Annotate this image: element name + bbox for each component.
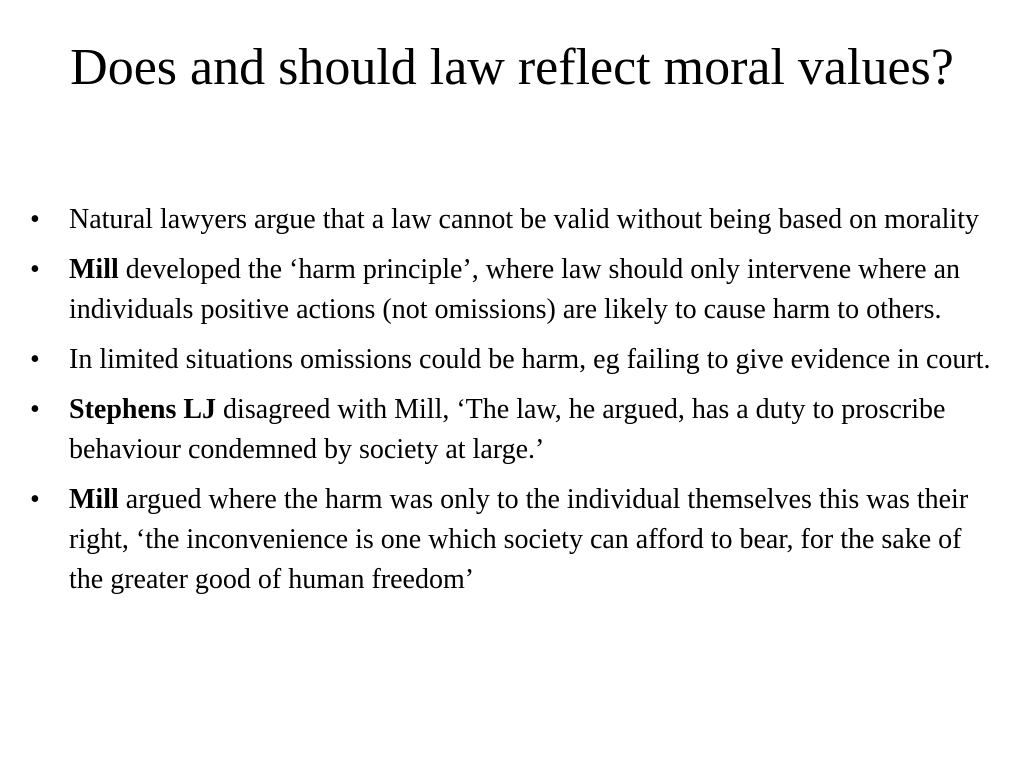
bullet-marker: •: [30, 254, 40, 285]
bullet-list: [30, 200, 996, 610]
bullet-lead: Stephens LJ: [69, 394, 217, 425]
bullet-item-2: [30, 250, 996, 330]
slide-title: Does and should law reflect moral values?: [70, 39, 954, 96]
bullet-marker: •: [30, 484, 40, 515]
bullet-body: argued where the harm was only to the individual themselves this was their right, ‘the inconvenience is one which society can afford to bear, for the sake of the greater good of human freedom’: [69, 484, 969, 595]
bullet-text: [69, 340, 996, 380]
bullet-body: Natural lawyers argue that a law cannot be valid without being based on morality: [69, 204, 979, 235]
bullet-text: [69, 390, 996, 470]
bullet-marker: •: [30, 204, 40, 235]
bullet-body: developed the ‘harm principle’, where law should only intervene where an individuals positive actions (not omissions) are likely to cause harm to others.: [69, 254, 961, 325]
bullet-lead: Mill: [69, 484, 119, 515]
bullet-marker: •: [30, 344, 40, 375]
bullet-lead: Mill: [69, 254, 119, 285]
bullet-marker: •: [30, 394, 40, 425]
bullet-item-5: [30, 480, 996, 600]
bullet-item-4: [30, 390, 996, 470]
bullet-text: [69, 250, 996, 330]
bullet-body: disagreed with Mill, ‘The law, he argued, has a duty to proscribe behaviour condemned by society at large.’: [69, 394, 946, 465]
bullet-text: [69, 480, 996, 600]
bullet-item-3: [30, 340, 996, 380]
bullet-body: In limited situations omissions could be harm, eg failing to give evidence in court.: [69, 344, 991, 375]
bullet-item-1: [30, 200, 996, 240]
bullet-text: [69, 200, 996, 240]
